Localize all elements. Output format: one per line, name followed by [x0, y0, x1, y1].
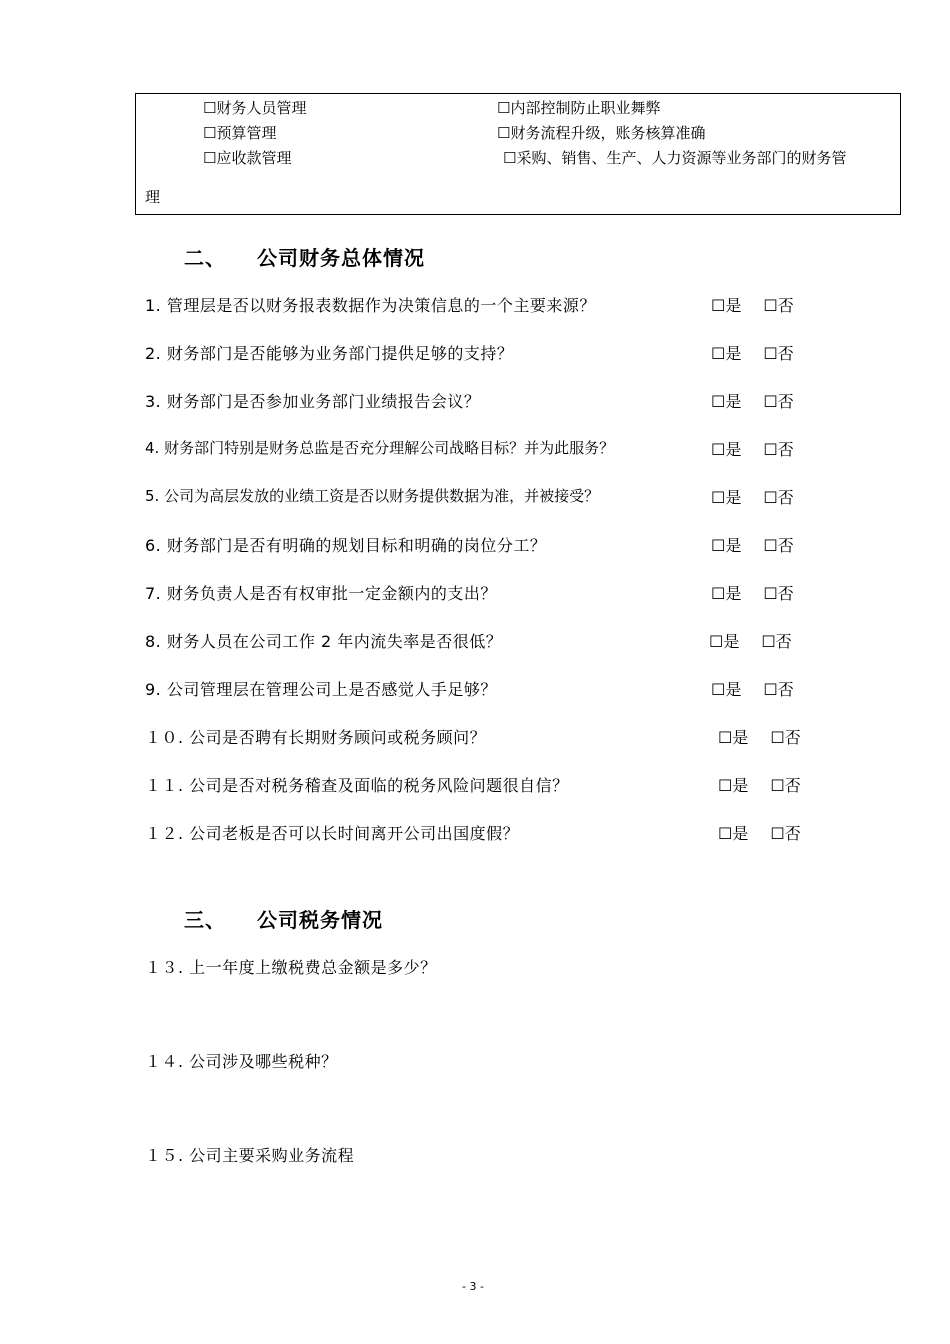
- yes-checkbox[interactable]: ☐是: [711, 536, 742, 555]
- question-text: 6. 财务部门是否有明确的规划目标和明确的岗位分工？: [145, 536, 547, 555]
- yes-no-options[interactable]: [711, 437, 794, 460]
- no-checkbox[interactable]: ☐否: [763, 488, 794, 507]
- yes-no-options[interactable]: [718, 725, 801, 748]
- question-text: 7. 财务负责人是否有权审批一定金额内的支出？: [145, 584, 497, 603]
- yes-no-options[interactable]: [711, 677, 794, 700]
- no-checkbox[interactable]: ☐否: [763, 344, 794, 363]
- question-text: 8. 财务人员在公司工作 2 年内流失率是否很低？: [145, 632, 503, 651]
- question-text: 2. 财务部门是否能够为业务部门提供足够的支持？: [145, 344, 514, 363]
- no-checkbox[interactable]: ☐否: [770, 728, 801, 747]
- no-checkbox[interactable]: ☐否: [763, 392, 794, 411]
- option-checkbox[interactable]: ☐预算管理: [203, 124, 277, 142]
- yes-no-options[interactable]: [711, 533, 794, 556]
- yes-checkbox[interactable]: ☐是: [711, 344, 742, 363]
- question-text: １２. 公司老板是否可以长时间离开公司出国度假？: [145, 824, 520, 843]
- question-text: 3. 财务部门是否参加业务部门业绩报告会议？: [145, 392, 481, 411]
- page-number: - 3 -: [462, 1280, 484, 1293]
- question-text: １１. 公司是否对税务稽查及面临的税务风险问题很自信？: [145, 776, 569, 795]
- question-text: 9. 公司管理层在管理公司上是否感觉人手足够？: [145, 680, 497, 699]
- yes-checkbox[interactable]: ☐是: [709, 632, 740, 651]
- option-checkbox[interactable]: ☐内部控制防止职业舞弊: [497, 99, 661, 117]
- question-text: 1. 管理层是否以财务报表数据作为决策信息的一个主要来源？: [145, 296, 596, 315]
- yes-checkbox[interactable]: ☐是: [711, 440, 742, 459]
- yes-no-options[interactable]: [711, 293, 794, 316]
- no-checkbox[interactable]: ☐否: [770, 776, 801, 795]
- yes-no-options[interactable]: [718, 773, 801, 796]
- section-number: 三、: [184, 908, 226, 932]
- yes-no-options[interactable]: [709, 629, 792, 652]
- no-checkbox[interactable]: ☐否: [763, 440, 794, 459]
- section-title: 公司税务情况: [257, 908, 383, 932]
- no-checkbox[interactable]: ☐否: [770, 824, 801, 843]
- yes-checkbox[interactable]: ☐是: [718, 824, 749, 843]
- yes-checkbox[interactable]: ☐是: [718, 728, 749, 747]
- no-checkbox[interactable]: ☐否: [763, 536, 794, 555]
- no-checkbox[interactable]: ☐否: [761, 632, 792, 651]
- yes-no-options[interactable]: [711, 389, 794, 412]
- yes-no-options[interactable]: [711, 485, 794, 508]
- question-text: 5. 公司为高层发放的业绩工资是否以财务提供数据为准，并被接受？: [145, 487, 600, 505]
- no-checkbox[interactable]: ☐否: [763, 584, 794, 603]
- question-text: 4. 财务部门特别是财务总监是否充分理解公司战略目标？并为此服务？: [145, 439, 615, 457]
- yes-checkbox[interactable]: ☐是: [711, 392, 742, 411]
- yes-checkbox[interactable]: ☐是: [711, 584, 742, 603]
- question-text: １３. 上一年度上缴税费总金额是多少？: [145, 958, 437, 977]
- section-title: 公司财务总体情况: [257, 246, 425, 270]
- yes-no-options[interactable]: [711, 581, 794, 604]
- option-checkbox[interactable]: ☐采购、销售、生产、人力资源等业务部门的财务管: [503, 149, 847, 167]
- question-text: １４. 公司涉及哪些税种？: [145, 1052, 338, 1071]
- yes-no-options[interactable]: [711, 341, 794, 364]
- option-checkbox[interactable]: ☐财务人员管理: [203, 99, 307, 117]
- question-text: １５. 公司主要采购业务流程: [145, 1146, 355, 1165]
- question-text: １０. 公司是否聘有长期财务顾问或税务顾问？: [145, 728, 487, 747]
- yes-no-options[interactable]: [718, 821, 801, 844]
- option-checkbox[interactable]: ☐应收款管理: [203, 149, 292, 167]
- option-wrap-text: 理: [145, 188, 161, 206]
- option-checkbox[interactable]: ☐财务流程升级，账务核算准确: [497, 124, 706, 142]
- yes-checkbox[interactable]: ☐是: [711, 488, 742, 507]
- yes-checkbox[interactable]: ☐是: [718, 776, 749, 795]
- yes-checkbox[interactable]: ☐是: [711, 296, 742, 315]
- section-number: 二、: [184, 246, 226, 270]
- no-checkbox[interactable]: ☐否: [763, 680, 794, 699]
- yes-checkbox[interactable]: ☐是: [711, 680, 742, 699]
- no-checkbox[interactable]: ☐否: [763, 296, 794, 315]
